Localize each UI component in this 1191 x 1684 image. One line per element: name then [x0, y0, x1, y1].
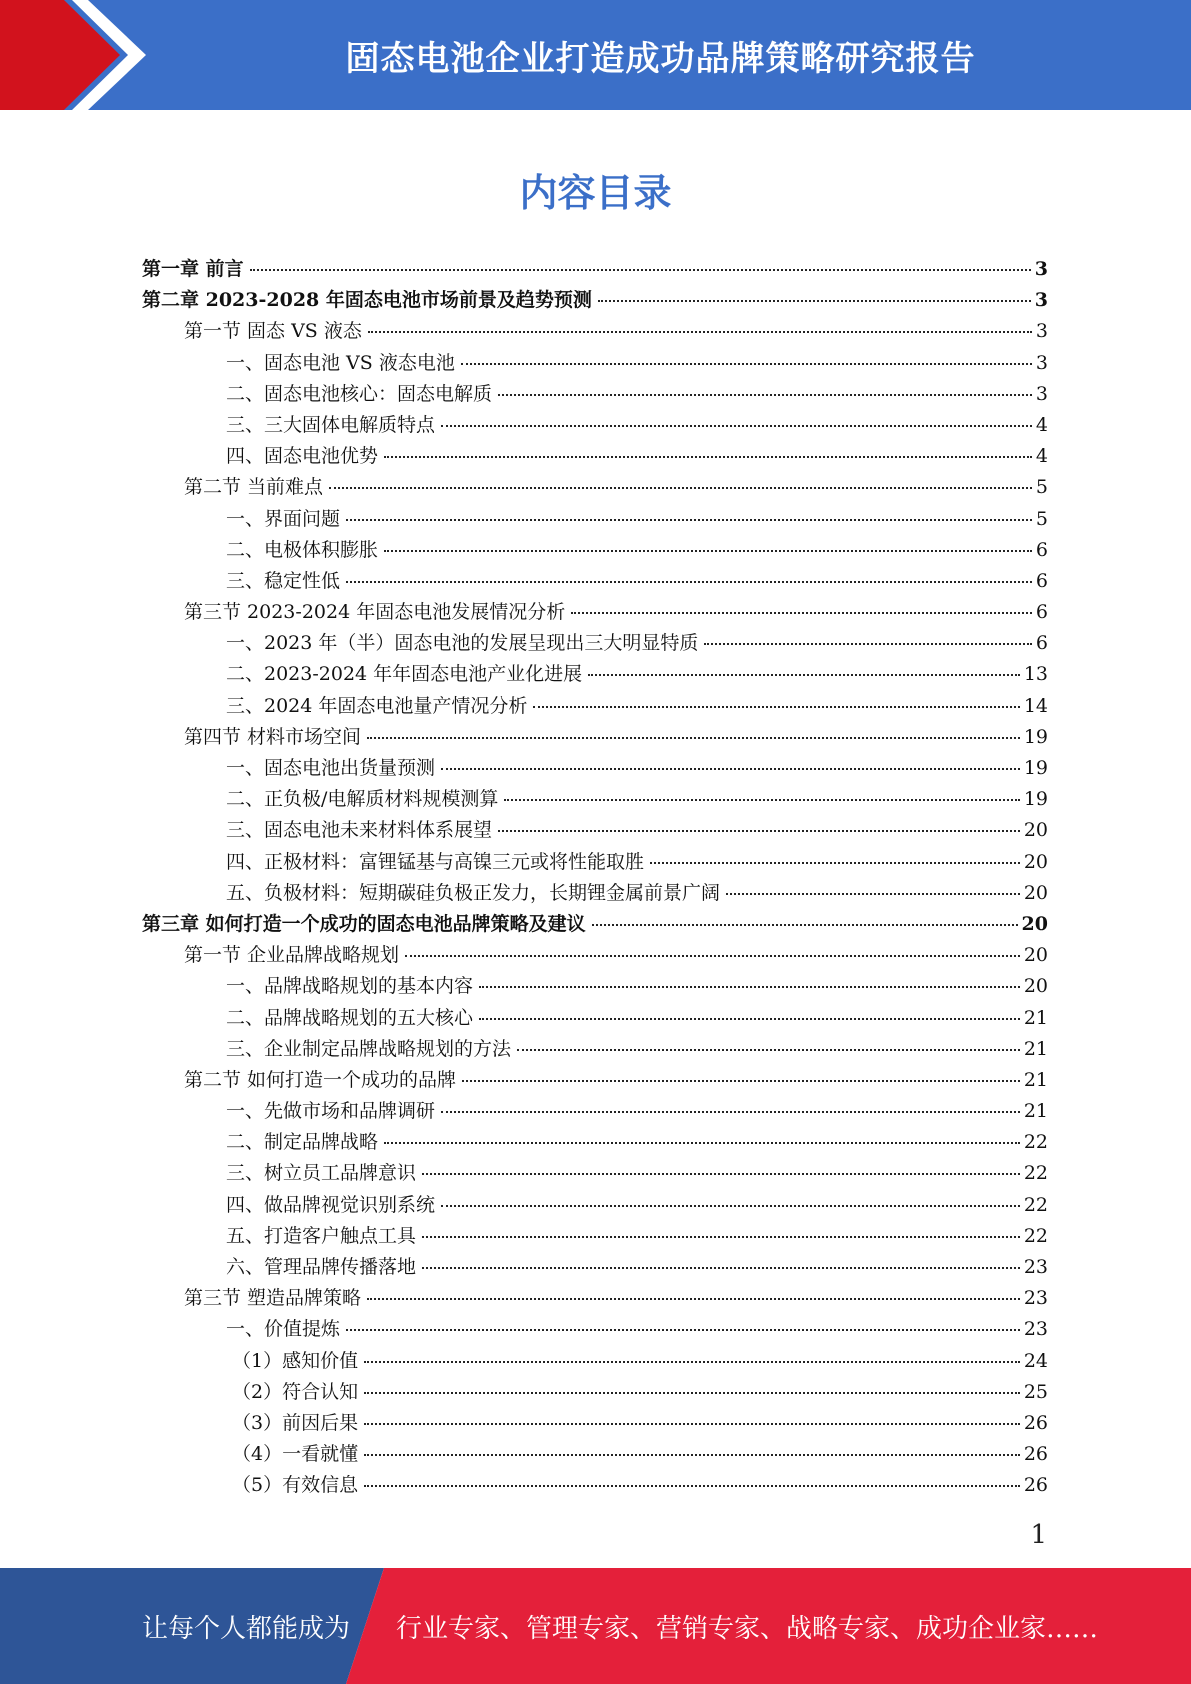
toc-entry-page: 20	[1023, 975, 1048, 998]
toc-dot-leader	[498, 830, 1020, 832]
toc-entry[interactable]	[142, 1252, 1048, 1283]
toc-entry-page: 6	[1035, 632, 1048, 655]
toc-dot-leader	[250, 269, 1031, 271]
toc-entry-label: 一、先做市场和品牌调研	[226, 1100, 436, 1123]
toc-entry[interactable]	[142, 504, 1048, 535]
toc-dot-leader	[479, 986, 1020, 988]
toc-entry-label: 三、固态电池未来材料体系展望	[226, 819, 493, 842]
toc-entry-label: 第三节 2023-2024 年固态电池发展情况分析	[184, 601, 566, 624]
toc-entry-label: 五、打造客户触点工具	[226, 1224, 417, 1247]
toc-heading: 内容目录	[519, 170, 672, 215]
toc-entry[interactable]	[142, 909, 1048, 940]
toc-entry[interactable]	[142, 753, 1048, 784]
toc-entry[interactable]	[142, 1065, 1048, 1096]
toc-entry-page: 21	[1023, 1100, 1048, 1123]
report-title: 固态电池企业打造成功品牌策略研究报告	[345, 38, 976, 79]
toc-entry[interactable]	[142, 659, 1048, 690]
toc-dot-leader	[384, 456, 1032, 458]
toc-entry[interactable]	[142, 815, 1048, 846]
toc-entry-label: 二、电极体积膨胀	[226, 538, 379, 561]
toc-entry-label: 第三章 如何打造一个成功的固态电池品牌策略及建议	[142, 912, 586, 935]
toc-dot-leader	[367, 1298, 1020, 1300]
toc-entry[interactable]	[142, 971, 1048, 1002]
toc-entry[interactable]	[142, 878, 1048, 909]
toc-entry[interactable]	[142, 285, 1048, 316]
toc-entry[interactable]	[142, 348, 1048, 379]
footer-band	[0, 1568, 1191, 1684]
toc-dot-leader	[704, 643, 1032, 645]
toc-entry[interactable]	[142, 566, 1048, 597]
toc-entry-page: 20	[1021, 912, 1048, 935]
toc-entry[interactable]	[142, 254, 1048, 285]
toc-dot-leader	[650, 862, 1020, 864]
toc-entry[interactable]	[142, 535, 1048, 566]
toc-entry-label: 二、制定品牌战略	[226, 1131, 379, 1154]
toc-entry-label: 一、固态电池 VS 液态电池	[226, 351, 455, 374]
toc-entry-page: 6	[1035, 538, 1048, 561]
toc-dot-leader	[592, 924, 1018, 926]
toc-entry-page: 19	[1023, 757, 1048, 779]
toc-entry-label: （3）前因后果	[232, 1411, 359, 1434]
toc-dot-leader	[441, 1111, 1020, 1113]
toc-entry-label: 四、正极材料：富锂锰基与高镍三元或将性能取胜	[226, 850, 645, 873]
toc-entry[interactable]	[142, 1439, 1048, 1470]
toc-entry-page: 3	[1034, 258, 1048, 280]
toc-dot-leader	[364, 1361, 1020, 1363]
toc-dot-leader	[598, 300, 1031, 302]
toc-entry-label: 三、企业制定品牌战略规划的方法	[226, 1037, 512, 1060]
toc-entry-page: 23	[1023, 1287, 1048, 1310]
toc-entry[interactable]	[142, 1127, 1048, 1158]
toc-entry-label: 一、界面问题	[226, 507, 341, 530]
toc-entry-page: 5	[1035, 507, 1048, 530]
toc-entry-page: 23	[1023, 1318, 1048, 1341]
toc-dot-leader	[364, 1392, 1020, 1394]
footer-slogan-right: 行业专家、管理专家、营销专家、战略专家、成功企业家……	[396, 1613, 1099, 1644]
toc-entry-page: 22	[1023, 1162, 1048, 1185]
toc-entry-page: 20	[1023, 944, 1048, 967]
toc-dot-leader	[461, 363, 1032, 365]
toc-dot-leader	[441, 1205, 1020, 1207]
toc-entry-label: 第二节 当前难点	[184, 476, 324, 499]
toc-entry-label: 第四节 材料市场空间	[184, 725, 362, 748]
toc-entry[interactable]	[142, 597, 1048, 628]
toc-entry[interactable]	[142, 316, 1048, 347]
toc-dot-leader	[384, 550, 1032, 552]
toc-entry-label: 二、2023-2024 年年固态电池产业化进展	[226, 663, 583, 686]
toc-entry-page: 22	[1023, 1193, 1048, 1216]
toc-entry-label: 三、稳定性低	[226, 569, 341, 592]
toc-entry-page: 6	[1035, 569, 1048, 592]
toc-entry-page: 19	[1023, 725, 1048, 748]
toc-entry[interactable]	[142, 847, 1048, 878]
toc-entry[interactable]	[142, 1283, 1048, 1314]
toc-entry-label: 四、做品牌视觉识别系统	[226, 1193, 436, 1216]
toc-dot-leader	[346, 581, 1032, 583]
toc-entry[interactable]	[142, 1096, 1048, 1127]
toc-entry-label: 二、正负极/电解质材料规模测算	[226, 788, 499, 811]
toc-entry-page: 3	[1035, 382, 1048, 405]
toc-entry-page: 23	[1023, 1256, 1048, 1278]
toc-entry-label: （4）一看就懂	[232, 1443, 359, 1466]
toc-entry[interactable]	[142, 1034, 1048, 1065]
toc-entry-label: 一、品牌战略规划的基本内容	[226, 975, 474, 998]
toc-entry[interactable]	[142, 784, 1048, 815]
toc-entry[interactable]	[142, 1314, 1048, 1345]
toc-dot-leader	[422, 1236, 1020, 1238]
toc-entry[interactable]	[142, 722, 1048, 753]
toc-entry-label: 五、负极材料：短期碳硅负极正发力，长期锂金属前景广阔	[226, 881, 721, 904]
toc-entry-page: 22	[1023, 1224, 1048, 1247]
header-band	[0, 0, 1191, 110]
toc-dot-leader	[364, 1454, 1020, 1456]
toc-entry-page: 21	[1023, 1006, 1048, 1029]
toc-dot-leader	[517, 1049, 1020, 1051]
toc-entry-label: 第三节 塑造品牌策略	[184, 1287, 362, 1310]
toc-dot-leader	[504, 799, 1019, 801]
toc-dot-leader	[441, 768, 1020, 770]
toc-entry-page: 6	[1035, 601, 1048, 624]
toc-entry-label: 三、树立员工品牌意识	[226, 1162, 417, 1185]
toc-entry[interactable]	[142, 1408, 1048, 1439]
toc-entry-page: 24	[1023, 1349, 1048, 1372]
toc-dot-leader	[479, 1018, 1020, 1020]
toc-entry-page: 26	[1023, 1443, 1048, 1466]
toc-entry-page: 4	[1035, 445, 1048, 468]
toc-dot-leader	[346, 519, 1032, 521]
toc-dot-leader	[368, 331, 1032, 333]
toc-entry-page: 13	[1023, 663, 1048, 686]
toc-entry-page: 26	[1023, 1411, 1048, 1434]
toc-dot-leader	[367, 737, 1020, 739]
toc-entry-label: 第一章 前言	[142, 258, 244, 280]
toc-entry[interactable]	[142, 1377, 1048, 1408]
toc-entry-label: 一、2023 年（半）固态电池的发展呈现出三大明显特质	[226, 632, 699, 655]
toc-entry-label: 第二章 2023-2028 年固态电池市场前景及趋势预测	[142, 289, 592, 312]
toc-entry[interactable]	[142, 1190, 1048, 1221]
toc-entry-label: 三、2024 年固态电池量产情况分析	[226, 694, 528, 717]
toc-entry[interactable]	[142, 379, 1048, 410]
toc-entry[interactable]	[142, 1003, 1048, 1034]
toc-entry-label: 三、三大固体电解质特点	[226, 413, 436, 436]
toc-entry-page: 3	[1035, 320, 1048, 343]
toc-entry-page: 20	[1023, 850, 1048, 873]
toc-entry[interactable]	[142, 1221, 1048, 1252]
toc-entry[interactable]	[142, 472, 1048, 503]
table-of-contents	[142, 254, 1048, 1502]
toc-dot-leader	[422, 1267, 1020, 1269]
toc-dot-leader	[726, 893, 1020, 895]
toc-entry-label: （1）感知价值	[232, 1349, 359, 1372]
toc-dot-leader	[364, 1485, 1020, 1487]
toc-entry-label: 第一节 企业品牌战略规划	[184, 944, 400, 967]
toc-entry-page: 3	[1035, 351, 1048, 374]
toc-entry-label: 二、品牌战略规划的五大核心	[226, 1006, 474, 1029]
toc-entry-label: 六、管理品牌传播落地	[226, 1256, 417, 1278]
toc-dot-leader	[588, 674, 1020, 676]
toc-entry-label: （2）符合认知	[232, 1380, 359, 1403]
toc-entry-label: 第二节 如何打造一个成功的品牌	[184, 1068, 457, 1091]
toc-entry-label: 第一节 固态 VS 液态	[184, 320, 362, 343]
toc-dot-leader	[441, 425, 1032, 427]
toc-entry-page: 26	[1023, 1474, 1048, 1497]
toc-entry[interactable]	[142, 1346, 1048, 1377]
toc-dot-leader	[498, 394, 1032, 396]
toc-entry[interactable]	[142, 1470, 1048, 1501]
toc-entry[interactable]	[142, 940, 1048, 971]
toc-entry-page: 20	[1023, 819, 1048, 842]
toc-entry-label: 一、固态电池出货量预测	[226, 757, 436, 779]
toc-entry-page: 21	[1023, 1068, 1048, 1091]
toc-entry-page: 22	[1023, 1131, 1048, 1154]
toc-dot-leader	[571, 612, 1032, 614]
toc-entry-label: （5）有效信息	[232, 1474, 359, 1497]
toc-entry-page: 20	[1023, 881, 1048, 904]
toc-entry[interactable]	[142, 1158, 1048, 1189]
toc-dot-leader	[405, 955, 1020, 957]
toc-dot-leader	[462, 1080, 1020, 1082]
toc-dot-leader	[384, 1142, 1020, 1144]
toc-entry-page: 14	[1023, 694, 1048, 717]
toc-entry[interactable]	[142, 410, 1048, 441]
header-chevron-icon	[0, 0, 160, 110]
toc-dot-leader	[329, 487, 1032, 489]
page-number: 1	[1030, 1520, 1047, 1550]
toc-entry-page: 21	[1023, 1037, 1048, 1060]
toc-entry[interactable]	[142, 441, 1048, 472]
toc-entry-label: 一、价值提炼	[226, 1318, 341, 1341]
toc-entry[interactable]	[142, 628, 1048, 659]
toc-dot-leader	[346, 1329, 1020, 1331]
toc-dot-leader	[533, 706, 1019, 708]
toc-entry[interactable]	[142, 691, 1048, 722]
toc-entry-label: 四、固态电池优势	[226, 445, 379, 468]
toc-dot-leader	[422, 1173, 1020, 1175]
toc-entry-page: 4	[1035, 413, 1048, 436]
toc-entry-page: 3	[1034, 289, 1048, 312]
toc-entry-page: 25	[1023, 1380, 1048, 1403]
footer-slogan-left: 让每个人都能成为	[142, 1613, 351, 1644]
toc-entry-page: 19	[1023, 788, 1048, 811]
toc-entry-page: 5	[1035, 476, 1048, 499]
toc-dot-leader	[364, 1423, 1020, 1425]
toc-entry-label: 二、固态电池核心：固态电解质	[226, 382, 493, 405]
